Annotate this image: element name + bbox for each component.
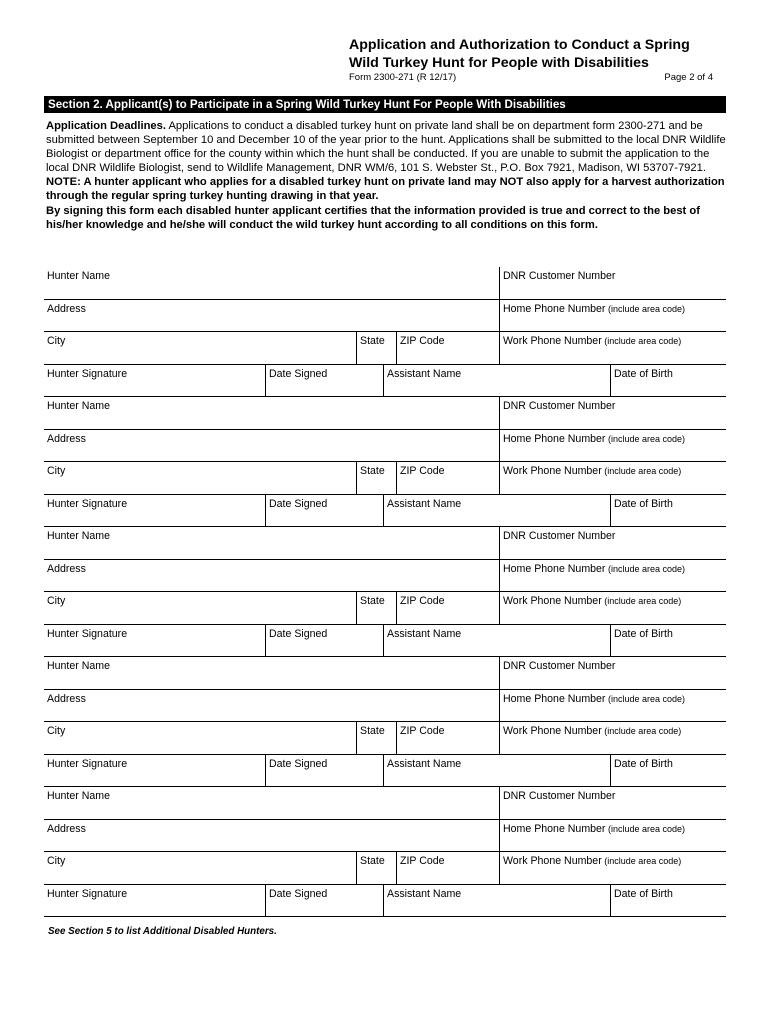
work-phone-label: Work Phone Number <box>503 465 602 477</box>
area-code-hint: (include area code) <box>601 856 682 866</box>
assistant-name-field[interactable] <box>383 625 610 657</box>
city-field[interactable] <box>44 462 356 494</box>
area-code-hint: (include area code) <box>605 303 686 314</box>
date-of-birth-field[interactable] <box>610 495 726 527</box>
zip-code-field[interactable] <box>396 722 499 754</box>
address-label: Address <box>47 302 86 315</box>
form-title-line-2: Wild Turkey Hunt for People with Disabilities <box>349 55 649 71</box>
form-row <box>44 885 726 918</box>
state-label: State <box>360 465 385 477</box>
date-of-birth-label: Date of Birth <box>614 367 673 380</box>
form-row <box>44 365 726 398</box>
form-row <box>44 625 726 658</box>
hunter-signature-label: Hunter Signature <box>47 757 128 770</box>
zip-code-field[interactable] <box>396 462 499 494</box>
area-code-hint: (include area code) <box>605 563 686 574</box>
hunter-name-field[interactable] <box>44 787 499 819</box>
hunter-signature-label: Hunter Signature <box>47 887 128 900</box>
hunter-name-label: Hunter Name <box>47 660 110 672</box>
city-label: City <box>47 465 66 477</box>
zip-code-label: ZIP Code <box>400 855 445 867</box>
assistant-name-label: Assistant Name <box>387 627 462 640</box>
work-phone-label: Work Phone Number <box>503 595 602 607</box>
hunter-name-field[interactable] <box>44 657 499 689</box>
date-of-birth-label: Date of Birth <box>614 497 673 510</box>
work-phone-label: Work Phone Number <box>503 335 602 347</box>
form-meta <box>349 72 713 83</box>
hunter-name-field[interactable] <box>44 267 499 299</box>
hunter-applicant-block <box>44 397 726 527</box>
home-phone-label: Home Phone Number <box>503 302 606 315</box>
city-label: City <box>47 595 66 607</box>
certification-paragraph <box>46 204 730 232</box>
hunter-signature-label: Hunter Signature <box>47 367 128 380</box>
state-label: State <box>360 595 385 607</box>
area-code-hint: (include area code) <box>605 693 686 704</box>
work-phone-field[interactable] <box>499 852 726 884</box>
instructions <box>46 119 730 232</box>
form-row <box>44 755 726 788</box>
form-row <box>44 592 726 625</box>
dnr-customer-number-field[interactable] <box>499 657 726 689</box>
home-phone-label: Home Phone Number <box>503 822 606 835</box>
hunter-signature-field[interactable] <box>44 625 265 657</box>
hunter-signature-field[interactable] <box>44 495 265 527</box>
area-code-hint: (include area code) <box>601 726 682 736</box>
city-field[interactable] <box>44 722 356 754</box>
date-signed-field[interactable] <box>265 625 383 657</box>
address-field[interactable] <box>44 690 499 722</box>
hunter-signature-field[interactable] <box>44 365 265 397</box>
hunter-applicant-block <box>44 527 726 657</box>
home-phone-label: Home Phone Number <box>503 692 606 705</box>
state-field[interactable] <box>356 722 396 754</box>
area-code-hint: (include area code) <box>605 823 686 834</box>
state-field[interactable] <box>356 592 396 624</box>
date-signed-field[interactable] <box>265 755 383 787</box>
hunter-applicant-block <box>44 657 726 787</box>
hunter-signature-field[interactable] <box>44 755 265 787</box>
state-label: State <box>360 335 385 347</box>
zip-code-field[interactable] <box>396 852 499 884</box>
area-code-hint: (include area code) <box>601 596 682 606</box>
dnr-customer-number-label: DNR Customer Number <box>503 400 616 412</box>
address-field[interactable] <box>44 300 499 332</box>
state-field[interactable] <box>356 852 396 884</box>
form-row <box>44 657 726 690</box>
deadlines-paragraph <box>46 119 730 204</box>
city-label: City <box>47 725 66 737</box>
assistant-name-label: Assistant Name <box>387 367 462 380</box>
hunter-signature-label: Hunter Signature <box>47 497 128 510</box>
hunter-name-field[interactable] <box>44 397 499 429</box>
assistant-name-field[interactable] <box>383 495 610 527</box>
city-label: City <box>47 335 66 347</box>
form-title-line-1: Application and Authorization to Conduct a Spring <box>349 37 690 53</box>
address-field[interactable] <box>44 430 499 462</box>
form-title <box>349 36 729 72</box>
date-signed-field[interactable] <box>265 885 383 917</box>
hunter-name-label: Hunter Name <box>47 400 110 412</box>
dnr-customer-number-field[interactable] <box>499 787 726 819</box>
work-phone-field[interactable] <box>499 462 726 494</box>
zip-code-field[interactable] <box>396 332 499 364</box>
hunter-applicant-table <box>44 267 726 917</box>
hunter-name-label: Hunter Name <box>47 530 110 542</box>
address-label: Address <box>47 562 86 575</box>
date-of-birth-label: Date of Birth <box>614 627 673 640</box>
hunter-applicant-block <box>44 787 726 917</box>
assistant-name-label: Assistant Name <box>387 887 462 900</box>
city-field[interactable] <box>44 852 356 884</box>
form-row <box>44 527 726 560</box>
form-row <box>44 430 726 463</box>
date-signed-label: Date Signed <box>269 627 328 640</box>
state-label: State <box>360 855 385 867</box>
form-row <box>44 852 726 885</box>
home-phone-label: Home Phone Number <box>503 432 606 445</box>
form-row <box>44 787 726 820</box>
form-row <box>44 722 726 755</box>
date-signed-label: Date Signed <box>269 757 328 770</box>
city-label: City <box>47 855 66 867</box>
city-field[interactable] <box>44 332 356 364</box>
date-signed-field[interactable] <box>265 365 383 397</box>
hunter-name-label: Hunter Name <box>47 270 110 282</box>
state-field[interactable] <box>356 332 396 364</box>
home-phone-field[interactable] <box>499 820 726 852</box>
address-field[interactable] <box>44 820 499 852</box>
section-2-header: Section 2. Applicant(s) to Participate in a Spring Wild Turkey Hunt For People With Disabilities <box>44 96 726 113</box>
dnr-customer-number-label: DNR Customer Number <box>503 270 616 282</box>
dnr-customer-number-label: DNR Customer Number <box>503 530 616 542</box>
zip-code-label: ZIP Code <box>400 335 445 347</box>
work-phone-label: Work Phone Number <box>503 725 602 737</box>
work-phone-label: Work Phone Number <box>503 855 602 867</box>
form-row <box>44 462 726 495</box>
form-row <box>44 397 726 430</box>
home-phone-field[interactable] <box>499 690 726 722</box>
form-row <box>44 560 726 593</box>
home-phone-field[interactable] <box>499 560 726 592</box>
state-label: State <box>360 725 385 737</box>
address-label: Address <box>47 822 86 835</box>
date-of-birth-field[interactable] <box>610 885 726 917</box>
date-signed-field[interactable] <box>265 495 383 527</box>
footnote: See Section 5 to list Additional Disabled Hunters. <box>48 926 277 937</box>
area-code-hint: (include area code) <box>605 433 686 444</box>
state-field[interactable] <box>356 462 396 494</box>
hunter-name-label: Hunter Name <box>47 790 110 802</box>
work-phone-field[interactable] <box>499 722 726 754</box>
form-row <box>44 267 726 300</box>
zip-code-label: ZIP Code <box>400 595 445 607</box>
assistant-name-field[interactable] <box>383 365 610 397</box>
hunter-name-field[interactable] <box>44 527 499 559</box>
form-row <box>44 300 726 333</box>
date-of-birth-field[interactable] <box>610 365 726 397</box>
dnr-customer-number-label: DNR Customer Number <box>503 790 616 802</box>
home-phone-field[interactable] <box>499 300 726 332</box>
date-signed-label: Date Signed <box>269 367 328 380</box>
zip-code-label: ZIP Code <box>400 465 445 477</box>
address-label: Address <box>47 432 86 445</box>
date-signed-label: Date Signed <box>269 887 328 900</box>
city-field[interactable] <box>44 592 356 624</box>
date-of-birth-label: Date of Birth <box>614 887 673 900</box>
hunter-signature-label: Hunter Signature <box>47 627 128 640</box>
form-row <box>44 332 726 365</box>
date-of-birth-label: Date of Birth <box>614 757 673 770</box>
dnr-customer-number-field[interactable] <box>499 397 726 429</box>
work-phone-field[interactable] <box>499 332 726 364</box>
home-phone-field[interactable] <box>499 430 726 462</box>
address-label: Address <box>47 692 86 705</box>
note-text: NOTE: A hunter applicant who applies for a disabled turkey hunt on private land may NOT also apply for a harvest authorization through the regular spring turkey hunting drawing in that year. <box>46 176 725 203</box>
dnr-customer-number-field[interactable] <box>499 267 726 299</box>
hunter-applicant-block <box>44 267 726 397</box>
certification-text: By signing this form each disabled hunter applicant certifies that the information provided is true and correct to the best of his/her knowledge and he/she will conduct the wild turkey hunt according to all conditions on this form. <box>46 204 700 231</box>
area-code-hint: (include area code) <box>601 466 682 476</box>
date-of-birth-field[interactable] <box>610 755 726 787</box>
work-phone-field[interactable] <box>499 592 726 624</box>
hunter-signature-field[interactable] <box>44 885 265 917</box>
dnr-customer-number-label: DNR Customer Number <box>503 660 616 672</box>
address-field[interactable] <box>44 560 499 592</box>
assistant-name-field[interactable] <box>383 755 610 787</box>
form-row <box>44 690 726 723</box>
zip-code-field[interactable] <box>396 592 499 624</box>
form-row <box>44 820 726 853</box>
deadlines-label: Application Deadlines. <box>46 120 166 132</box>
zip-code-label: ZIP Code <box>400 725 445 737</box>
deadlines-text: Applications to conduct a disabled turkey hunt on private land shall be on department form 2300-271 and be submitted between September 10 and December 10 of the year prior to the hunt. Applications shall be submitted to the local DNR Wildlife Biologist or department office for the county within which the hunt shall be conducted. If you are unable to submit the application to the local DNR Wildlife Biologist, send to Wildlife Management, DNR WM/6, 101 S. Webster St., P.O. Box 7921, Madison, WI 53707-7921. <box>46 120 726 175</box>
area-code-hint: (include area code) <box>601 336 682 346</box>
assistant-name-field[interactable] <box>383 885 610 917</box>
assistant-name-label: Assistant Name <box>387 497 462 510</box>
date-signed-label: Date Signed <box>269 497 328 510</box>
date-of-birth-field[interactable] <box>610 625 726 657</box>
form-row <box>44 495 726 528</box>
form-number: Form 2300-271 (R 12/17) <box>349 72 457 83</box>
assistant-name-label: Assistant Name <box>387 757 462 770</box>
home-phone-label: Home Phone Number <box>503 562 606 575</box>
dnr-customer-number-field[interactable] <box>499 527 726 559</box>
page-number: Page 2 of 4 <box>664 72 713 83</box>
